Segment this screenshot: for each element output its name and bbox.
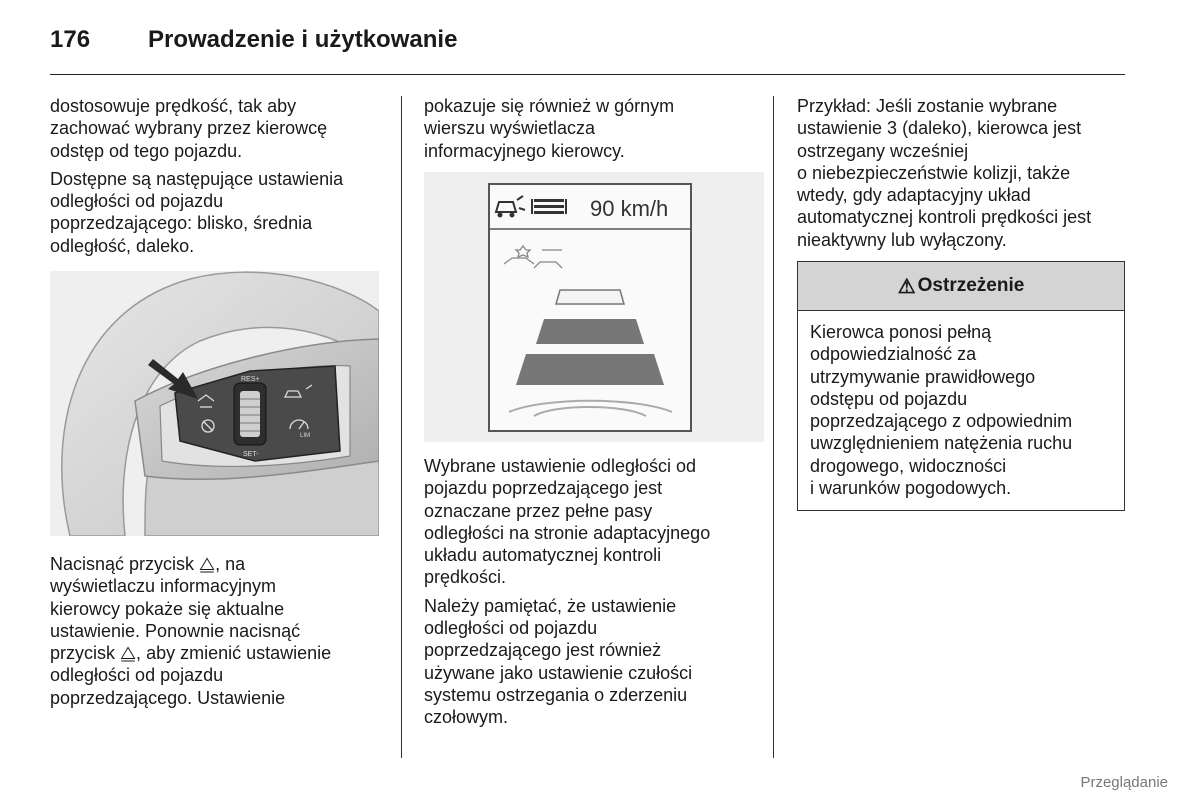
column-2 — [424, 95, 764, 168]
warning-body: Kierowca ponosi pełną odpowiedzialność za utrzymywanie prawidłowego odstępu od pojazdu poprzedzającego z odpowiednim uwzględnieniem natężenia ruchu drogowego, widoczności i warunków pogodowych. — [810, 322, 1073, 499]
column-1 — [50, 95, 385, 263]
col1-paragraph-3: Nacisnąć przycisk ⧋, na wyświetlaczu informacyjnym kierowcy pokaże się aktualne ustawienie. Ponownie nacisnąć przycisk ⧋, aby zmienić ustawienie odległości od pojazdu poprzedzającego. Ustawienie — [50, 554, 332, 708]
footer-label: Przeglądanie — [1080, 774, 1168, 791]
column-divider-1 — [401, 96, 402, 758]
steering-wheel-illustration — [50, 271, 379, 536]
set-label: SET- — [243, 451, 259, 458]
driver-info-display-illustration — [424, 172, 764, 442]
warning-box — [797, 261, 1125, 511]
res-label: RES+ — [241, 376, 260, 383]
lim-label: LIM — [300, 433, 311, 439]
warning-header — [798, 262, 1124, 311]
header-divider — [50, 74, 1125, 75]
col3-paragraph-1: Przykład: Jeśli zostanie wybrane ustawienie 3 (daleko), kierowca jest ostrzegany wcześniej o niebezpieczeństwie kolizji, także wtedy, gdy adaptacyjny układ automatycznej kontroli prędkości jest nieaktywny lub wyłączony. — [797, 96, 1092, 250]
page-title: Prowadzenie i użytkowanie — [148, 26, 458, 53]
distance-stripe-near — [556, 290, 624, 304]
col2-paragraph-2: Wybrane ustawienie odległości od pojazdu poprzedzającego jest oznaczane przez pełne pasy odległości na stronie adaptacyjnego układu automatycznej kontroli prędkości. — [424, 456, 711, 588]
page-header — [50, 26, 457, 54]
set-speed-value: 90 km/h — [590, 196, 669, 221]
col1-paragraph-2: Dostępne są następujące ustawienia odległości od pojazdu poprzedzającego: blisko, średnia odległość, daleko. — [50, 168, 344, 256]
column-3 — [797, 95, 1127, 257]
col2-paragraph-3: Należy pamiętać, że ustawienie odległości od pojazdu poprzedzającego jest również używane jako ustawienie czułości systemu ostrzegania o zderzeniu czołowym. — [424, 595, 693, 728]
warning-triangle-icon: ⚠ — [897, 275, 916, 298]
page-number: 176 — [50, 26, 91, 53]
warning-title: Ostrzeżenie — [917, 275, 1025, 296]
col1-paragraph-1: dostosowuje prędkość, tak aby zachować wybrany przez kierowcę odstęp od tego pojazdu. — [50, 96, 328, 161]
distance-bars-icon — [531, 199, 567, 214]
column-1-lower — [50, 553, 385, 709]
distance-stripe-mid — [536, 319, 644, 344]
col2-paragraph-1: pokazuje się również w górnym wierszu wyświetlacza informacyjnego kierowcy. — [424, 96, 675, 161]
column-divider-2 — [773, 96, 774, 758]
column-2-lower — [424, 455, 764, 735]
distance-stripe-far — [516, 354, 664, 385]
